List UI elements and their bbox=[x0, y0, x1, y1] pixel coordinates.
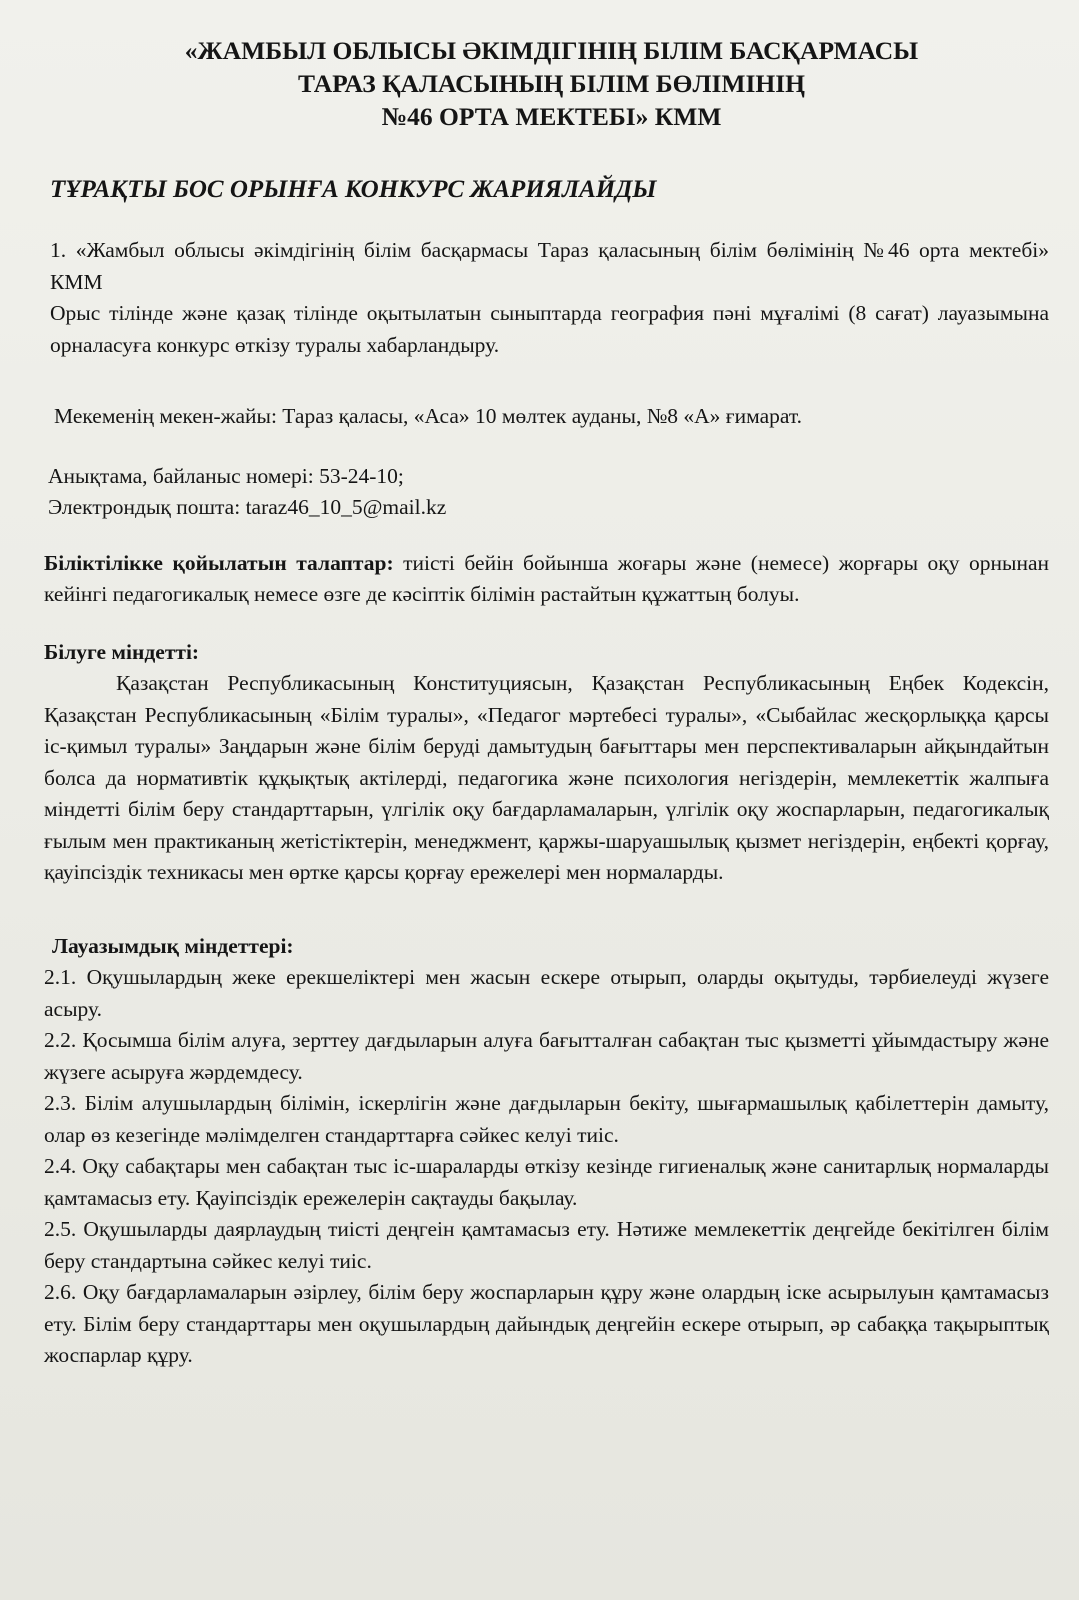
qualification-paragraph bbox=[44, 548, 1049, 611]
contact-phone: Анықтама, байланыс номері: 53-24-10; bbox=[48, 463, 404, 488]
contact-email: Электрондық пошта: taraz46_10_5@mail.kz bbox=[48, 495, 447, 519]
duty-item: 2.1. Оқушылардың жеке ерекшеліктері мен жасын ескере отырып, оларды оқытуды, тәрбиелеуді жүзеге асыру. bbox=[44, 965, 1049, 1021]
knowledge-heading: Білуге міндетті: bbox=[44, 639, 200, 664]
header-line-1: «ЖАМБЫЛ ОБЛЫСЫ ӘКІМДІГІНІҢ БІЛІМ БАСҚАРМАСЫ bbox=[184, 36, 919, 65]
header-line-2: ТАРАЗ ҚАЛАСЫНЫҢ БІЛІМ БӨЛІМІНІҢ bbox=[297, 69, 806, 98]
qualification-label: Біліктілікке қойылатын талаптар: bbox=[44, 550, 394, 575]
announcement-title: ТҰРАҚТЫ БОС ОРЫНҒА КОНКУРС ЖАРИЯЛАЙДЫ bbox=[50, 176, 657, 203]
duties-heading: Лауазымдық міндеттері: bbox=[52, 933, 294, 958]
header-line-3: №46 ОРТА МЕКТЕБІ» КММ bbox=[381, 102, 722, 131]
duty-item: 2.5. Оқушыларды даярлаудың тиісті деңгеін қамтамасыз ету. Нәтиже мемлекеттік деңгейде бекітілген білім беру стандартына сәйкес келуі тиіс. bbox=[44, 1217, 1049, 1273]
knowledge-text: Қазақстан Республикасының Конституциясын, Қазақстан Республикасының Еңбек Кодексін, Қазақстан Республикасының «Білім туралы», «Педагог мәртебесі туралы», «Сыбайлас жесқорлыққа қарсы іс-қимыл туралы» Заңдарын және білім беруді дамытудың бағыттары мен перспективаларын айқындайтын болса да нормативтік құқықтық актілерді, педагогика және психология негіздерін, мемлекеттік жалпыға міндетті білім беру стандарттарын, үлгілік оқу бағдарламаларын, үлгілік оқу жоспарларын, педагогикалық ғылым мен практиканың жетістіктерін, менеджмент, қаржы-шаруашылық қызмет негіздерін, еңбекті қорғау, қауіпсіздік техникасы мен өртке қарсы қорғау ережелері мен нормаларды. bbox=[44, 671, 1049, 884]
duty-item: 2.6. Оқу бағдарламаларын әзірлеу, білім беру жоспарларын құру және олардың іске асырылуын қамтамасыз ету. Білім беру стандарттары мен оқушылардың дайындық деңгейін ескере отырып, әр сабаққа тақырыптық жоспарлар құру. bbox=[44, 1280, 1049, 1367]
document-header bbox=[64, 34, 1039, 133]
contact-section bbox=[44, 461, 1049, 524]
duties-list bbox=[44, 962, 1049, 1372]
intro-line-2: Орыс тілінде және қазақ тілінде оқытылатын сыныптарда география пәні мұғалімі (8 сағат) лауазымына орналасуға конкурс өткізу туралы хабарландыру. bbox=[50, 301, 1049, 357]
address-text: Мекеменің мекен-жайы: Тараз қаласы, «Аса» 10 мөлтек ауданы, №8 «А» ғимарат. bbox=[54, 404, 803, 428]
duty-item: 2.4. Оқу сабақтары мен сабақтан тыс іс-шараларды өткізу кезінде гигиеналық және санитарлық нормаларды қамтамасыз ету. Қауіпсіздік ережелерін сақтауды бақылау. bbox=[44, 1154, 1049, 1210]
qualification-text: тиісті бейін бойынша жоғары және (немесе) жорғары оқу орнынан кейінгі педагогикалық немесе өзге де кәсіптік білімін растайтын құжаттың болуы. bbox=[44, 550, 1049, 606]
duty-item: 2.2. Қосымша білім алуға, зерттеу дағдыларын алуға бағытталған сабақтан тыс қызметті ұйымдастыру және жүзеге асыруға жәрдемдесу. bbox=[44, 1028, 1049, 1084]
duty-item: 2.3. Білім алушылардың білімін, іскерлігін және дағдыларын бекіту, шығармашылық қабілеттерін дамыту, олар өз кезегінде мәлімделген стандарттарға сәйкес келуі тиіс. bbox=[44, 1091, 1049, 1147]
intro-section bbox=[44, 235, 1049, 361]
intro-line-1: 1. «Жамбыл облысы әкімдігінің білім басқармасы Тараз қаласының білім бөлімінің №46 орта мектебі» КММ bbox=[50, 238, 1049, 294]
